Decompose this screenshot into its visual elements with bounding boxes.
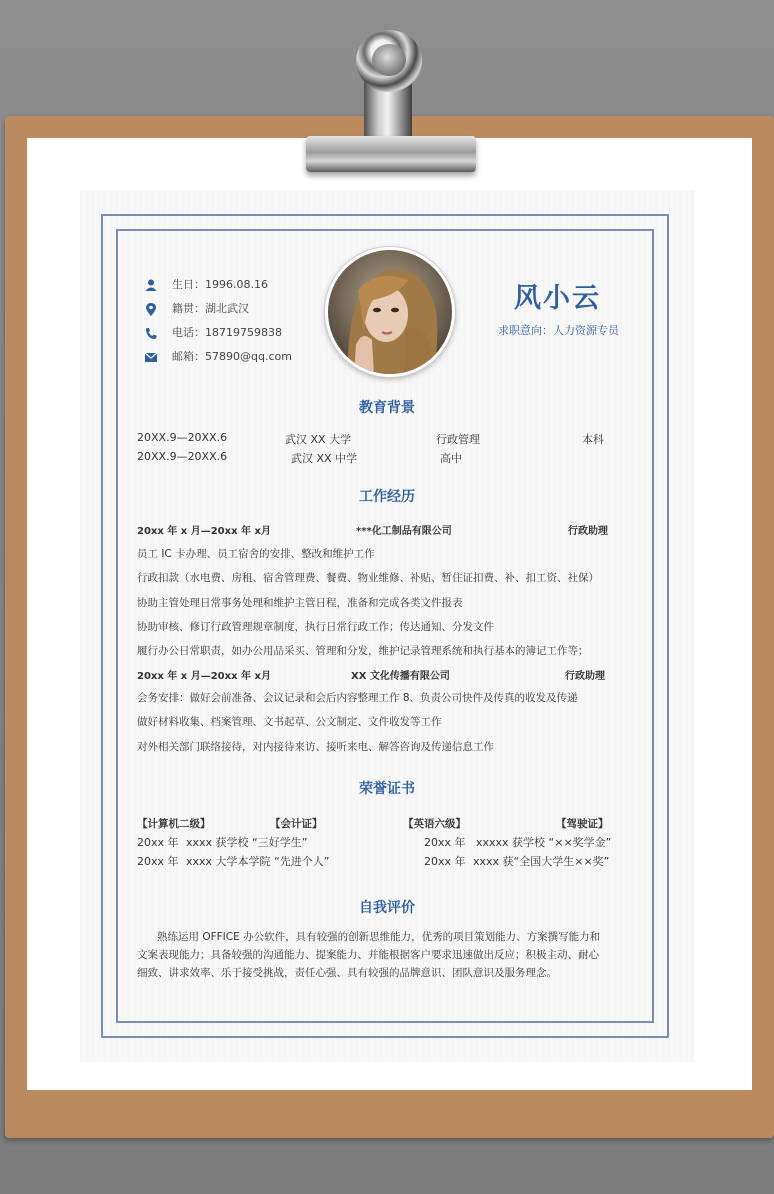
birthday-text: 生日：1996.08.16 <box>172 278 268 291</box>
job-company: XX 文化传播有限公司 <box>351 671 450 682</box>
edu-degree: 本科 <box>582 433 604 446</box>
edu-school: 武汉 XX 大学 <box>285 433 352 446</box>
job-duty: 对外相关部门联络接待，对内接待来访、接听来电、解答咨询及传递信息工作 <box>137 741 494 753</box>
candidate-name: 风小云 <box>514 283 601 314</box>
email-text: 邮箱：57890@qq.com <box>172 350 292 363</box>
job-duty: 员工 IC 卡办理、员工宿舍的安排、整改和维护工作 <box>137 548 375 560</box>
edu-school: 武汉 XX 中学 <box>291 452 358 465</box>
cert-item: 【计算机二级】 <box>137 818 211 830</box>
award-text: xxxx 获学校 “三好学生” <box>186 836 308 849</box>
job-target: 求职意向：人力资源专员 <box>498 324 619 337</box>
job-role: 行政助理 <box>568 526 608 537</box>
cert-item: 【英语六级】 <box>403 818 466 830</box>
phone-text: 电话：18719759838 <box>172 326 282 339</box>
section-title-education: 教育背景 <box>359 400 415 416</box>
hometown-text: 籍贯：湖北武汉 <box>172 302 249 315</box>
location-pin-icon <box>144 303 158 315</box>
job-company: ***化工制品有限公司 <box>356 526 452 537</box>
award-year: 20xx 年 <box>137 836 179 849</box>
award-year: 20xx 年 <box>424 836 466 849</box>
cert-item: 【驾驶证】 <box>556 818 609 830</box>
section-title-self: 自我评价 <box>359 900 415 916</box>
job-role: 行政助理 <box>565 671 605 682</box>
award-text: xxxxx 获学校 “××奖学金” <box>476 836 612 849</box>
award-year: 20xx 年 <box>424 855 466 868</box>
cert-item: 【会计证】 <box>270 818 323 830</box>
binder-clip <box>306 136 476 172</box>
job-duty: 行政扣款（水电费、房租、宿舍管理费、餐费、物业维修、补贴、暂住证扣费、补、扣工资、社保） <box>137 572 599 584</box>
info-phone <box>144 324 282 340</box>
job-duty: 协助审核、修订行政管理规章制度，执行日常行政工作；传达通知、分发文件 <box>137 621 494 633</box>
job-period: 20xx 年 x 月—20xx 年 x月 <box>137 671 271 682</box>
edu-major: 高中 <box>440 452 462 465</box>
phone-icon <box>144 327 158 339</box>
award-year: 20xx 年 <box>137 855 179 868</box>
award-text: xxxx 获“全国大学生××奖” <box>473 855 610 868</box>
self-eval-line: 细致、讲求效率、乐于接受挑战，责任心强、具有较强的品牌意识、团队意识及服务理念。 <box>137 967 557 979</box>
edu-period: 20XX.9—20XX.6 <box>137 431 228 444</box>
section-title-honors: 荣誉证书 <box>359 781 415 797</box>
job-duty: 协助主管处理日常事务处理和维护主管日程，准备和完成各类文件报表 <box>137 597 463 609</box>
profile-photo <box>325 247 455 377</box>
edu-period: 20XX.9—20XX.6 <box>137 450 228 463</box>
job-period: 20xx 年 x 月—20xx 年 x月 <box>137 526 271 537</box>
edu-major: 行政管理 <box>436 433 480 446</box>
job-duty: 会务安排：做好会前准备、会议记录和会后内容整理工作 8、负责公司快件及传真的收发及传递 <box>137 692 578 704</box>
job-duty: 履行办公日常职责，如办公用品采买、管理和分发，维护记录管理系统和执行基本的簿记工作等； <box>137 645 589 657</box>
info-birthday <box>144 276 268 292</box>
mail-icon <box>144 351 158 363</box>
section-title-work: 工作经历 <box>359 489 415 505</box>
person-icon <box>144 279 158 291</box>
self-eval-line: 熟练运用 OFFICE 办公软件，具有较强的创新思维能力，优秀的项目策划能力、方案撰写能力和 <box>157 931 601 943</box>
self-eval-line: 文案表现能力；具备较强的沟通能力、提案能力、并能根据客户要求迅速做出反应；积极主动、耐心 <box>137 949 599 961</box>
award-text: xxxx 大学本学院 “先进个人” <box>186 855 330 868</box>
info-email <box>144 348 292 364</box>
clip-ring <box>356 30 422 92</box>
job-duty: 做好材料收集、档案管理、文书起草、公文制定、文件收发等工作 <box>137 716 442 728</box>
info-hometown <box>144 300 249 316</box>
